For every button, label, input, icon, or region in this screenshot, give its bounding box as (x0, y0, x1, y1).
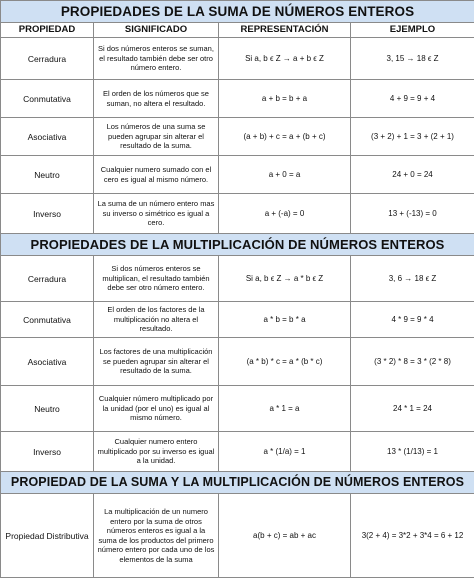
property-name: Cerradura (1, 38, 94, 80)
property-meaning: La suma de un número entero mas su inverso o simétrico es igual a cero. (94, 194, 219, 234)
property-meaning: El orden de los factores de la multiplicación no altera el resultado. (94, 302, 219, 338)
sum-section-title: PROPIEDADES DE LA SUMA DE NÚMEROS ENTEROS (1, 1, 474, 23)
property-example: (3 + 2) + 1 = 3 + (2 + 1) (351, 118, 474, 156)
property-name: Conmutativa (1, 302, 94, 338)
column-header-row (1, 23, 474, 38)
table-row (1, 80, 474, 118)
property-example: 13 * (1/13) = 1 (351, 432, 474, 472)
property-representation: a * (1/a) = 1 (219, 432, 351, 472)
property-name: Propiedad Distributiva (1, 494, 94, 578)
table-row (1, 156, 474, 194)
property-representation: Si a, b ϵ Z → a * b ϵ Z (219, 256, 351, 302)
property-name: Conmutativa (1, 80, 94, 118)
both-section-title-row (1, 472, 474, 494)
header-propiedad: PROPIEDAD (1, 23, 94, 38)
property-example: 13 + (-13) = 0 (351, 194, 474, 234)
property-meaning: Cualquier número multiplicado por la unidad (por el uno) es igual al mismo número. (94, 386, 219, 432)
table-row (1, 338, 474, 386)
table-row (1, 256, 474, 302)
property-example: 3, 6 → 18 ϵ Z (351, 256, 474, 302)
table-row (1, 38, 474, 80)
property-representation: (a * b) * c = a * (b * c) (219, 338, 351, 386)
property-example: 3, 15 → 18 ϵ Z (351, 38, 474, 80)
property-meaning: Si dos números enteros se multiplican, el resultado también debe ser otro número entero. (94, 256, 219, 302)
property-representation: a + 0 = a (219, 156, 351, 194)
property-meaning: Los factores de una multiplicación se pueden agrupar sin alterar el resultado de la suma. (94, 338, 219, 386)
property-meaning: La multiplicación de un numero entero por la suma de otros números enteros es igual a la suma de los productos del primero número entero por cada uno de los elementos de la suma (94, 494, 219, 578)
property-representation: a * 1 = a (219, 386, 351, 432)
property-meaning: Los números de una suma se pueden agrupar sin alterar el resultado de la suma. (94, 118, 219, 156)
property-example: 3(2 + 4) = 3*2 + 3*4 = 6 + 12 (351, 494, 474, 578)
mult-section-title: PROPIEDADES DE LA MULTIPLICACIÓN DE NÚMEROS ENTEROS (1, 234, 474, 256)
property-meaning: Cualquier numero entero multiplicado por su inverso es igual a la unidad. (94, 432, 219, 472)
property-name: Neutro (1, 386, 94, 432)
property-name: Asociativa (1, 338, 94, 386)
property-representation: a * b = b * a (219, 302, 351, 338)
table-row (1, 494, 474, 578)
property-meaning: Si dos números enteros se suman, el resultado también debe ser otro número entero. (94, 38, 219, 80)
property-name: Neutro (1, 156, 94, 194)
table-row (1, 302, 474, 338)
property-example: 24 + 0 = 24 (351, 156, 474, 194)
header-representacion: REPRESENTACIÓN (219, 23, 351, 38)
property-meaning: Cualquier numero sumado con el cero es igual al mismo número. (94, 156, 219, 194)
table-row (1, 432, 474, 472)
table-row (1, 194, 474, 234)
property-example: (3 * 2) * 8 = 3 * (2 * 8) (351, 338, 474, 386)
header-significado: SIGNIFICADO (94, 23, 219, 38)
property-representation: (a + b) + c = a + (b + c) (219, 118, 351, 156)
sum-section-title-row (1, 1, 474, 23)
header-ejemplo: EJEMPLO (351, 23, 474, 38)
mult-section-title-row (1, 234, 474, 256)
property-name: Cerradura (1, 256, 94, 302)
property-representation: a + b = b + a (219, 80, 351, 118)
property-name: Inverso (1, 432, 94, 472)
property-example: 24 * 1 = 24 (351, 386, 474, 432)
property-representation: a(b + c) = ab + ac (219, 494, 351, 578)
property-name: Inverso (1, 194, 94, 234)
table-row (1, 386, 474, 432)
property-name: Asociativa (1, 118, 94, 156)
table-row (1, 118, 474, 156)
property-representation: Si a, b ϵ Z → a + b ϵ Z (219, 38, 351, 80)
property-example: 4 * 9 = 9 * 4 (351, 302, 474, 338)
property-example: 4 + 9 = 9 + 4 (351, 80, 474, 118)
property-representation: a + (-a) = 0 (219, 194, 351, 234)
both-section-title: PROPIEDAD DE LA SUMA Y LA MULTIPLICACIÓN DE NÚMEROS ENTEROS (1, 472, 474, 494)
property-meaning: El orden de los números que se suman, no altera el resultado. (94, 80, 219, 118)
